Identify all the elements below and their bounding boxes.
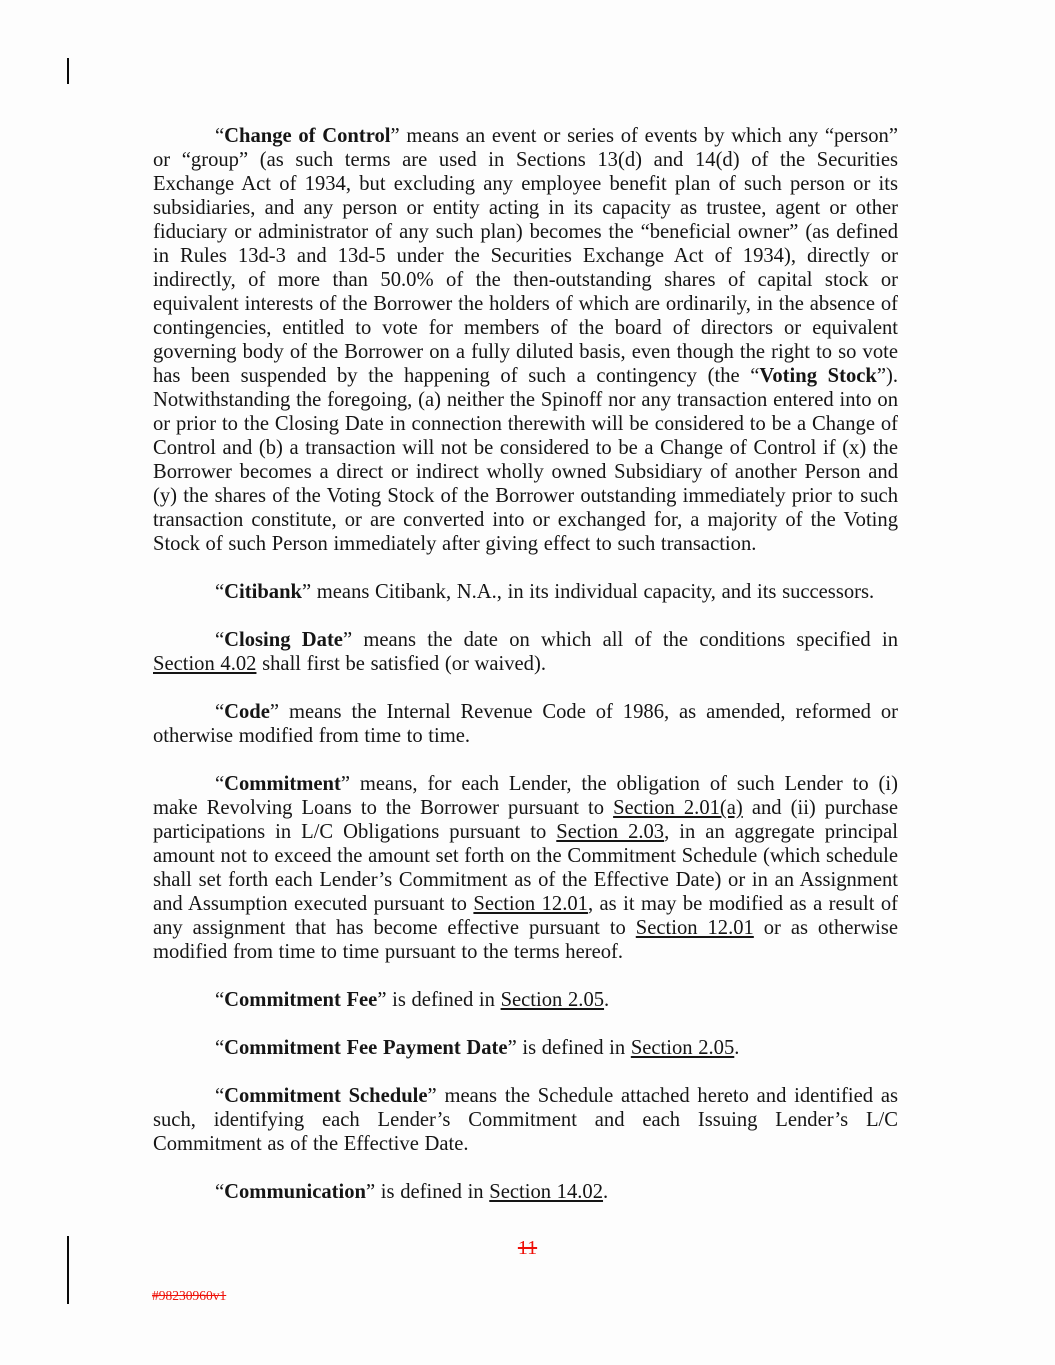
text-run: , in an aggregate principal amount not to exceed the amount set forth on the Commitment Schedule (which schedule shall set forth each Lender’s Commitment as of the Effective Date) or in an Assignment and Assumption executed pursuant to	[153, 821, 898, 915]
text-run: ” means Citibank, N.A., in its individual capacity, and its successors.	[301, 581, 875, 603]
defined-term: Commitment Fee Payment Date	[224, 1037, 508, 1059]
defined-term: Commitment Fee	[224, 989, 378, 1011]
text-run: ” means the Internal Revenue Code of 1986, as amended, reformed or otherwise modified from time to time.	[153, 701, 898, 747]
text-run: ”). Notwithstanding the foregoing, (a) neither the Spinoff nor any transaction entered into on or prior to the Closing Date in connection therewith will be considered to be a Change of Control and (b) a transaction will not be considered to be a Change of Control if (x) the Borrower becomes a direct or indirect wholly owned Subsidiary of another Person and (y) the shares of the Voting Stock of the Borrower outstanding immediately prior to such transaction constitute, or are converted into or exchanged for, a majority of the Voting Stock of such Person immediately after giving effect to such transaction.	[153, 365, 898, 555]
section-reference: Section 2.05	[500, 989, 605, 1011]
text-run: “	[215, 1181, 225, 1203]
paragraph	[153, 988, 898, 1012]
text-run: ” means the date on which all of the conditions specified in	[342, 629, 898, 651]
section-reference: Section 12.01	[473, 893, 588, 915]
text-run: “	[215, 629, 225, 651]
text-run: “	[215, 125, 225, 147]
text-run: or as otherwise modified from time to time pursuant to the terms hereof.	[153, 917, 898, 963]
text-run: and (ii) purchase participations in L/C Obligations pursuant to	[153, 797, 898, 843]
text-run: “	[215, 581, 225, 603]
section-reference: Section 2.01(a)	[613, 797, 743, 819]
defined-term: Change of Control	[224, 125, 391, 147]
text-run: , as it may be modified as a result of any assignment that has become effective pursuant to	[153, 893, 898, 939]
text-run: ” means the Schedule attached hereto and identified as such, identifying each Lender’s Commitment and each Issuing Lender’s L/C Commitment as of the Effective Date.	[153, 1085, 898, 1155]
section-reference: Section 4.02	[153, 653, 257, 675]
text-run: ” is defined in	[377, 989, 501, 1011]
defined-term: Voting Stock	[759, 365, 877, 387]
paragraph	[153, 124, 898, 556]
section-reference: Section 14.02	[489, 1181, 604, 1203]
text-run: ” is defined in	[366, 1181, 490, 1203]
paragraph	[153, 1180, 898, 1204]
text-run: .	[734, 1037, 740, 1059]
paragraph	[153, 1036, 898, 1060]
text-run: “	[215, 773, 225, 795]
text-run: ” means, for each Lender, the obligation of such Lender to (i) make Revolving Loans to the Borrower pursuant to	[153, 773, 898, 819]
document-id-stamp: #98230960v1	[152, 1288, 227, 1303]
document-body	[153, 124, 898, 1204]
defined-term: Commitment	[224, 773, 341, 795]
text-run: “	[215, 701, 225, 723]
section-reference: Section 2.03	[556, 821, 665, 843]
defined-term: Communication	[224, 1181, 367, 1203]
text-run: “	[215, 1085, 225, 1107]
text-run: shall first be satisfied (or waived).	[256, 653, 546, 675]
paragraph	[153, 772, 898, 964]
section-reference: Section 12.01	[635, 917, 754, 939]
text-run: ” is defined in	[507, 1037, 631, 1059]
section-reference: Section 2.05	[630, 1037, 735, 1059]
text-run: .	[604, 989, 610, 1011]
paragraph	[153, 700, 898, 748]
defined-term: Code	[224, 701, 270, 723]
defined-term: Commitment Schedule	[224, 1085, 428, 1107]
revision-change-bar-top	[67, 58, 69, 84]
defined-term: Citibank	[224, 581, 302, 603]
text-run: ” means an event or series of events by which any “person” or “group” (as such terms are used in Sections 13(d) and 14(d) of the Securities Exchange Act of 1934, but excluding any employee benefit plan of such person or its subsidiaries, and any person or entity acting in its capacity as trustee, agent or other fiduciary or administrator of any such plan) becomes the “beneficial owner” (as defined in Rules 13d-3 and 13d-5 under the Securities Exchange Act of 1934), directly or indirectly, of more than 50.0% of the then-outstanding shares of capital stock or equivalent interests of the Borrower the holders of which are ordinarily, in the absence of contingencies, entitled to vote for members of the board of directors or equivalent governing body of the Borrower on a fully diluted basis, even though the right to so vote has been suspended by the happening of such a contingency (the “	[153, 125, 898, 387]
text-run: “	[215, 1037, 225, 1059]
page-number: 11	[517, 1237, 538, 1259]
defined-term: Closing Date	[224, 629, 343, 651]
paragraph	[153, 628, 898, 676]
paragraph	[153, 580, 898, 604]
text-run: “	[215, 989, 225, 1011]
paragraph	[153, 1084, 898, 1156]
text-run: .	[603, 1181, 609, 1203]
